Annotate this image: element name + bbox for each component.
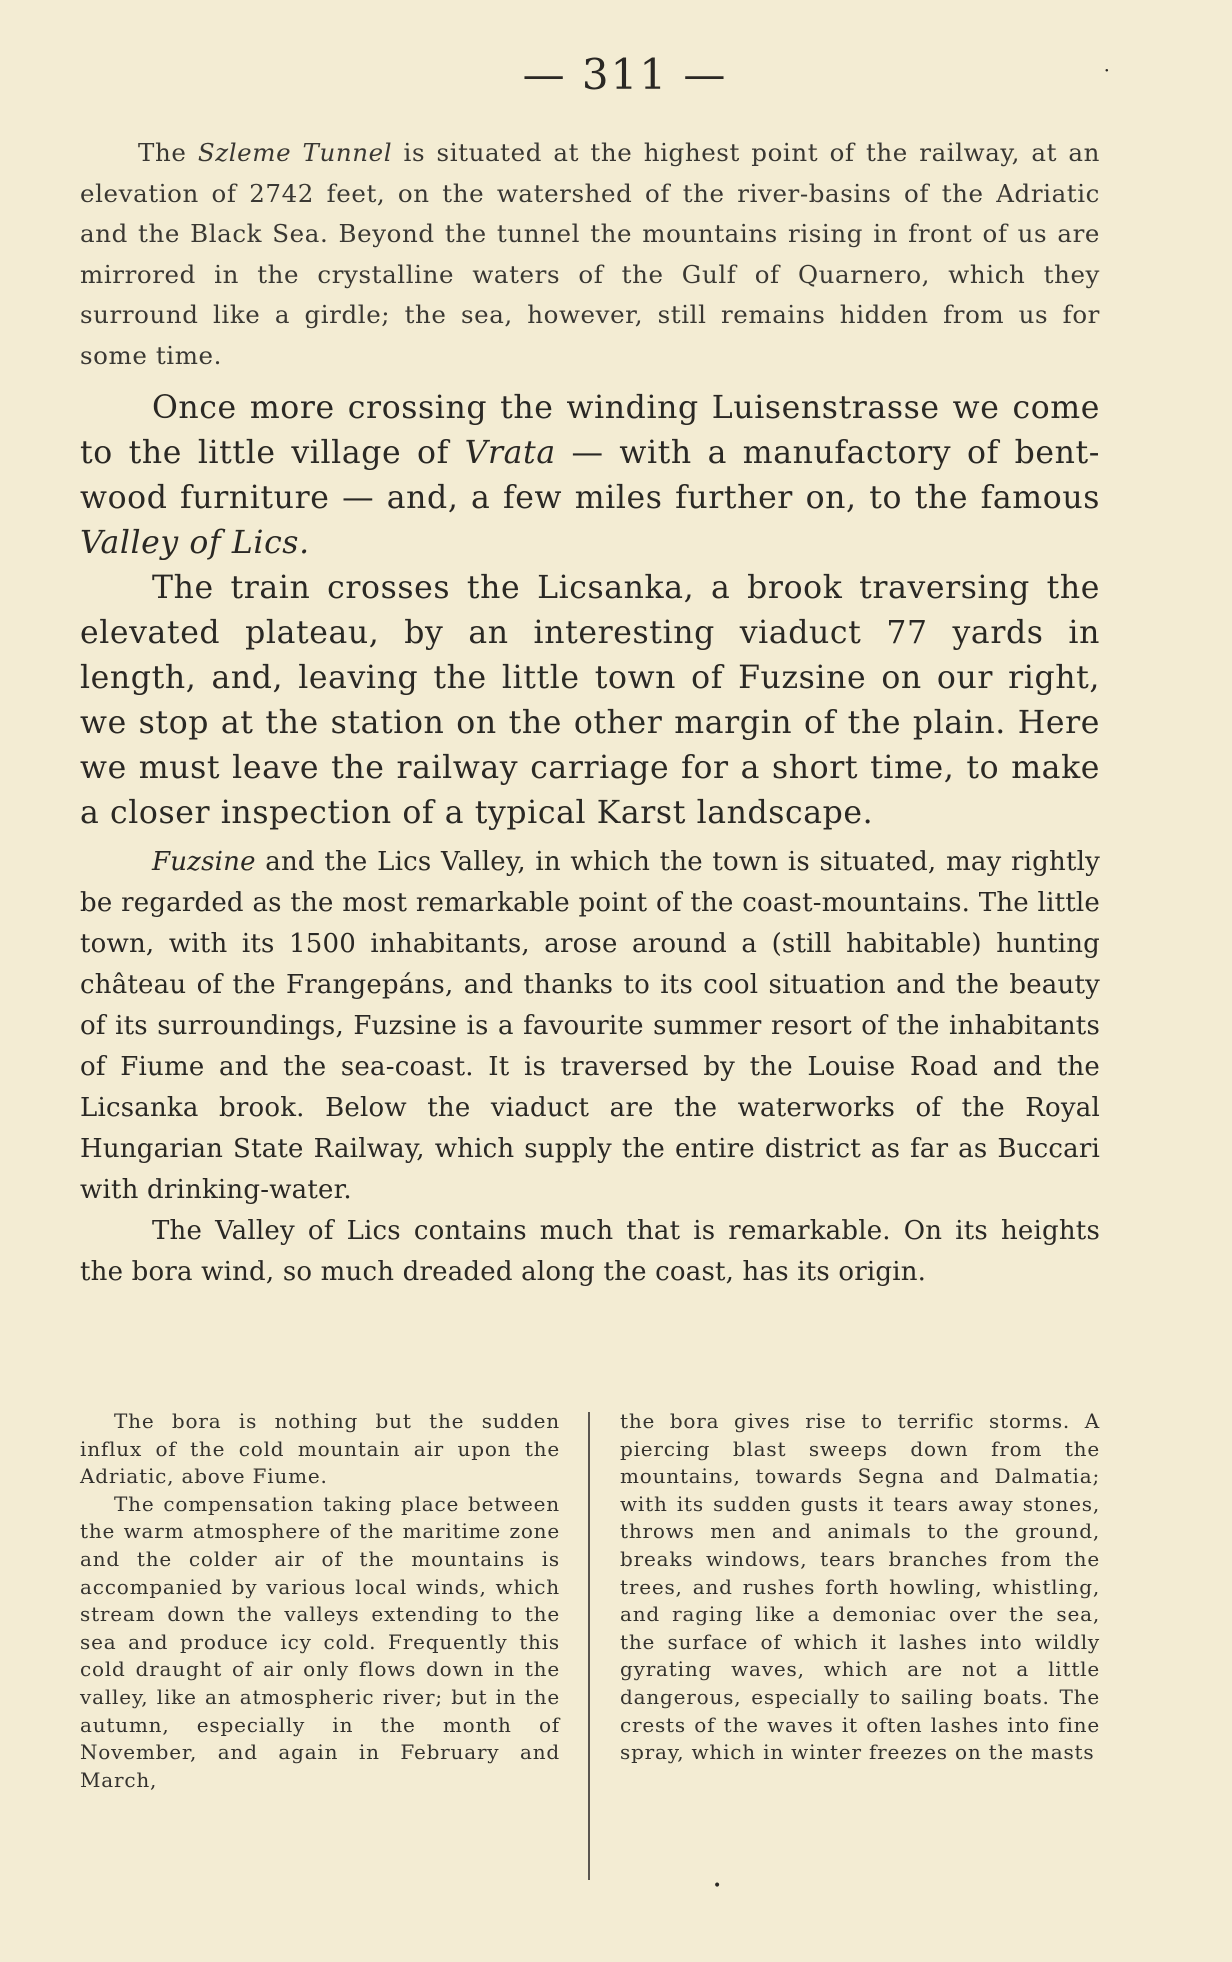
right-column (620, 1408, 1100, 1794)
p2-middle: — with a manufactory of bent-wood furniture — and, a few miles further on, to the famous (80, 435, 1101, 516)
p2-italic-vrata: Vrata (464, 435, 556, 471)
paragraph-vrata (80, 386, 1100, 566)
paragraph-licsanka (80, 566, 1100, 836)
page (80, 50, 1112, 1894)
page-number (150, 50, 1112, 99)
right-column-para-1: the bora gives rise to terrific storms. A piercing blast sweeps down from the mountains, towards Segna and Dalmatia; with its sudden gusts it tears away stones, throws men and animals to the ground, breaks windows, tears branches from the trees, and rushes forth howling, whistling, and raging like a demoniac over the sea, the surface of which it lashes into wildly gyrating waves, which are not a little dangerous, especially to sailing boats. The crests of the waves it often lashes into fine spray, which in winter freezes on the masts (620, 1409, 1100, 1765)
left-column (80, 1408, 560, 1794)
paragraph-szleme-tunnel (80, 133, 1100, 376)
bottom-dot: • (713, 1878, 722, 1894)
page-number-text: — 311 — (522, 50, 728, 99)
left-column-para-2: The compensation taking place between the warm atmosphere of the maritime zone and the colder air of the mountains is accompanied by various local winds, which stream down the valleys extending to the sea and produce icy cold. Frequently this cold draught of air only flows down in the valley, like an atmospheric river; but in the autumn, especially in the month of November, and again in February and March, (80, 1491, 560, 1792)
p1-italic-term: Szleme Tunnel (197, 138, 393, 167)
left-column-para-1: The bora is nothing but the sudden influx of the cold mountain air upon the Adriatic, above Fiume. (80, 1409, 560, 1489)
p2-italic-valley: Valley of Lics. (80, 525, 310, 561)
p2-before: Once more crossing the winding Luisenstrasse we come to the little village of (80, 390, 1100, 471)
p1-after: is situated at the highest point of the railway, at an elevation of 2742 feet, on the watershed of the river-basins of the Adriatic and the Black Sea. Beyond the tunnel the mountains rising in front of us are mirrored in the crystalline waters of the Gulf of Quarnero, which they surround like a girdle; the sea, however, still remains hidden from us for some time. (80, 138, 1101, 370)
paragraph-valley-of-lics (80, 1211, 1100, 1293)
corner-dot: · (1103, 58, 1112, 82)
two-column-note (80, 1408, 1100, 1794)
paragraph-fuzsine (80, 842, 1100, 1211)
column-divider (588, 1412, 590, 1880)
p3-text: The train crosses the Licsanka, a brook traversing the elevated plateau, by an interesting viaduct 77 yards in length, and, leaving the little town of Fuzsine on our right, we stop at the station on the other margin of the plain. Here we must leave the railway carriage for a short time, to make a closer inspection of a typical Karst landscape. (80, 570, 1100, 831)
p4-italic-term: Fuzsine (152, 847, 256, 877)
p1-before: The (138, 138, 198, 167)
p4-after: and the Lics Valley, in which the town is situated, may rightly be regarded as the most remarkable point of the coast-mountains. The little town, with its 1500 inhabitants, arose around a (still habitable) hunting château of the Frangepáns, and thanks to its cool situation and the beauty of its surroundings, Fuzsine is a favourite summer resort of the inhabitants of Fiume and the sea-coast. It is traversed by the Louise Road and the Licsanka brook. Below the viaduct are the waterworks of the Royal Hungarian State Railway, which supply the entire district as far as Buccari with drinking-water. (80, 847, 1100, 1205)
p5-text: The Valley of Lics contains much that is remarkable. On its heights the bora wind, so much dreaded along the coast, has its origin. (80, 1216, 1100, 1287)
